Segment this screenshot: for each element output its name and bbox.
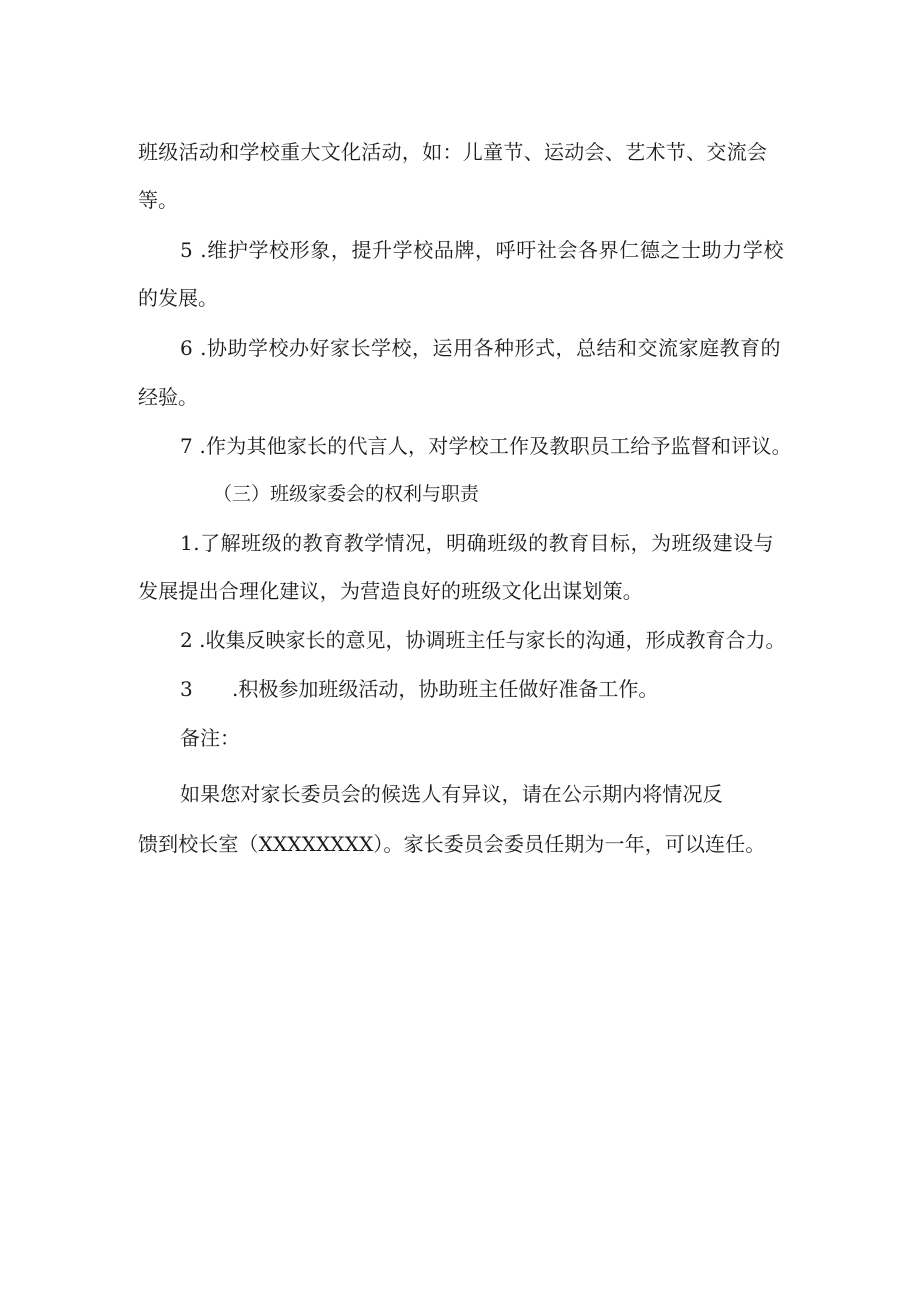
list-item-6: 6 .协助学校办好家长学校，运用各种形式，总结和交流家庭教育的: [180, 336, 781, 360]
section-heading: （三）班级家委会的权利与职责: [213, 483, 480, 505]
list-item-3: [180, 677, 658, 701]
list-item-text: .积极参加班级活动，协助班主任做好准备工作。: [232, 677, 659, 701]
list-item-7: 7 .作为其他家长的代言人，对学校工作及教职员工给予监督和评议。: [180, 434, 792, 458]
note-text: 如果您对家长委员会的候选人有异议，请在公示期内将情况反: [180, 782, 723, 806]
list-item-1: 1.了解班级的教育教学情况，明确班级的教育目标，为班级建设与: [180, 531, 775, 555]
paragraph-line: 发展提出合理化建议，为营造良好的班级文化出谋划策。: [138, 579, 643, 603]
note-text: 馈到校长室（XXXXXXXX）。家长委员会委员任期为一年，可以连任。: [138, 832, 766, 856]
paragraph-line: 的发展。: [138, 286, 218, 310]
paragraph-line: 班级活动和学校重大文化活动，如：儿童节、运动会、艺术节、交流会: [138, 140, 768, 164]
list-number: 3: [180, 677, 193, 701]
list-item-2: 2 .收集反映家长的意见，协调班主任与家长的沟通，形成教育合力。: [180, 628, 786, 652]
note-label: 备注：: [180, 726, 240, 750]
paragraph-line: 经验。: [138, 385, 198, 409]
list-item-5: 5 .维护学校形象，提升学校品牌，呼吁社会各界仁德之士助力学校: [180, 238, 785, 262]
paragraph-line: 等。: [138, 188, 178, 212]
